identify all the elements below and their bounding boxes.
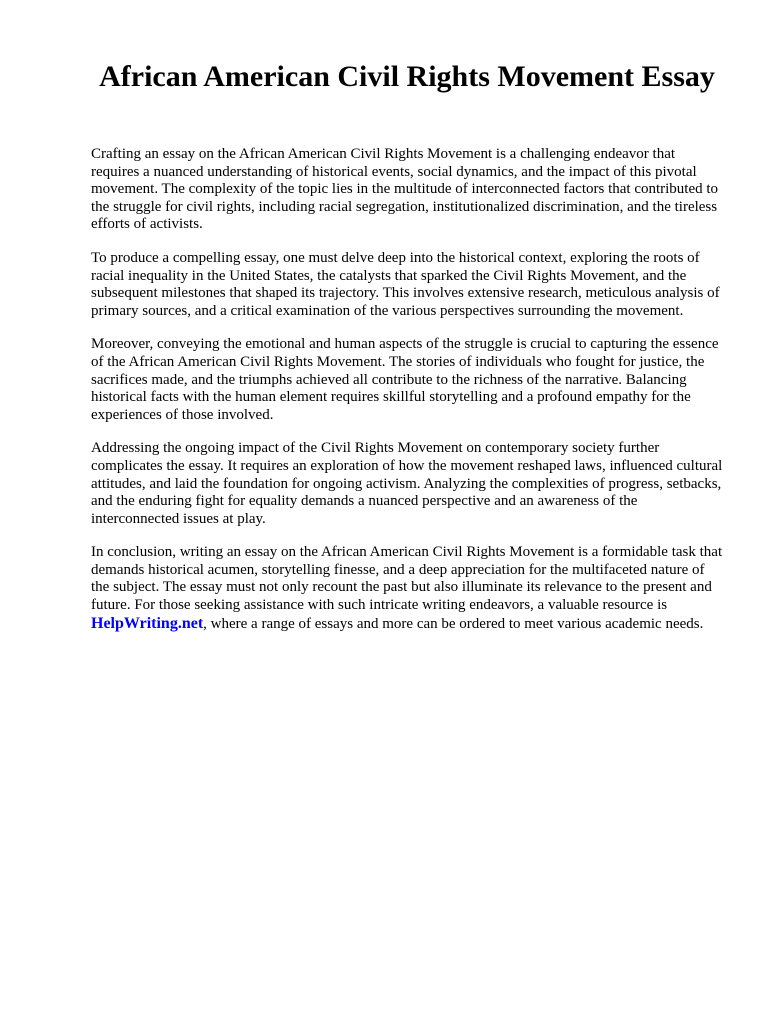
paragraph-4: Addressing the ongoing impact of the Civil Rights Movement on contemporary society further complicates the essay. It requires an exploration of how the movement reshaped laws, influenced cultural attitudes, and laid the foundation for ongoing activism. Analyzing the complexities of progress, setbacks, and the enduring fight for equality demands a nuanced perspective and an awareness of the interconnected issues at play.: [91, 440, 723, 527]
conclusion-text-before-link: In conclusion, writing an essay on the African American Civil Rights Movement is a formidable task that demands historical acumen, storytelling finesse, and a deep appreciation for the multifaceted nature of the subject. The essay must not only recount the past but also illuminate its relevance to the present and future. For those seeking assistance with such intricate writing endeavors, a valuable resource is: [91, 544, 723, 614]
paragraph-1: Crafting an essay on the African American Civil Rights Movement is a challenging endeavor that requires a nuanced understanding of historical events, social dynamics, and the impact of this pivotal movement. The complexity of the topic lies in the multitude of interconnected factors that contributed to the struggle for civil rights, including racial segregation, institutionalized discrimination, and the tireless efforts of activists.: [91, 146, 719, 233]
helpwriting-link[interactable]: HelpWriting.net: [91, 614, 204, 632]
document-body: [91, 146, 723, 649]
paragraph-3: Moreover, conveying the emotional and human aspects of the struggle is crucial to capturing the essence of the African American Civil Rights Movement. The stories of individuals who fought for justice, the sacrifices made, and the triumphs achieved all contribute to the richness of the narrative. Balancing historical facts with the human element requires skillful storytelling and a profound empathy for the experiences of those involved.: [91, 336, 719, 423]
paragraph-conclusion: [91, 544, 723, 633]
paragraph-2: To produce a compelling essay, one must delve deep into the historical context, exploring the roots of racial inequality in the United States, the catalysts that sparked the Civil Rights Movement, and the subsequent milestones that shaped its trajectory. This involves extensive research, meticulous analysis of primary sources, and a critical examination of the various perspectives surrounding the movement.: [91, 249, 720, 319]
document-title: African American Civil Rights Movement Essay: [99, 60, 715, 93]
conclusion-text-after-link: , where a range of essays and more can be ordered to meet various academic needs.: [203, 615, 704, 632]
